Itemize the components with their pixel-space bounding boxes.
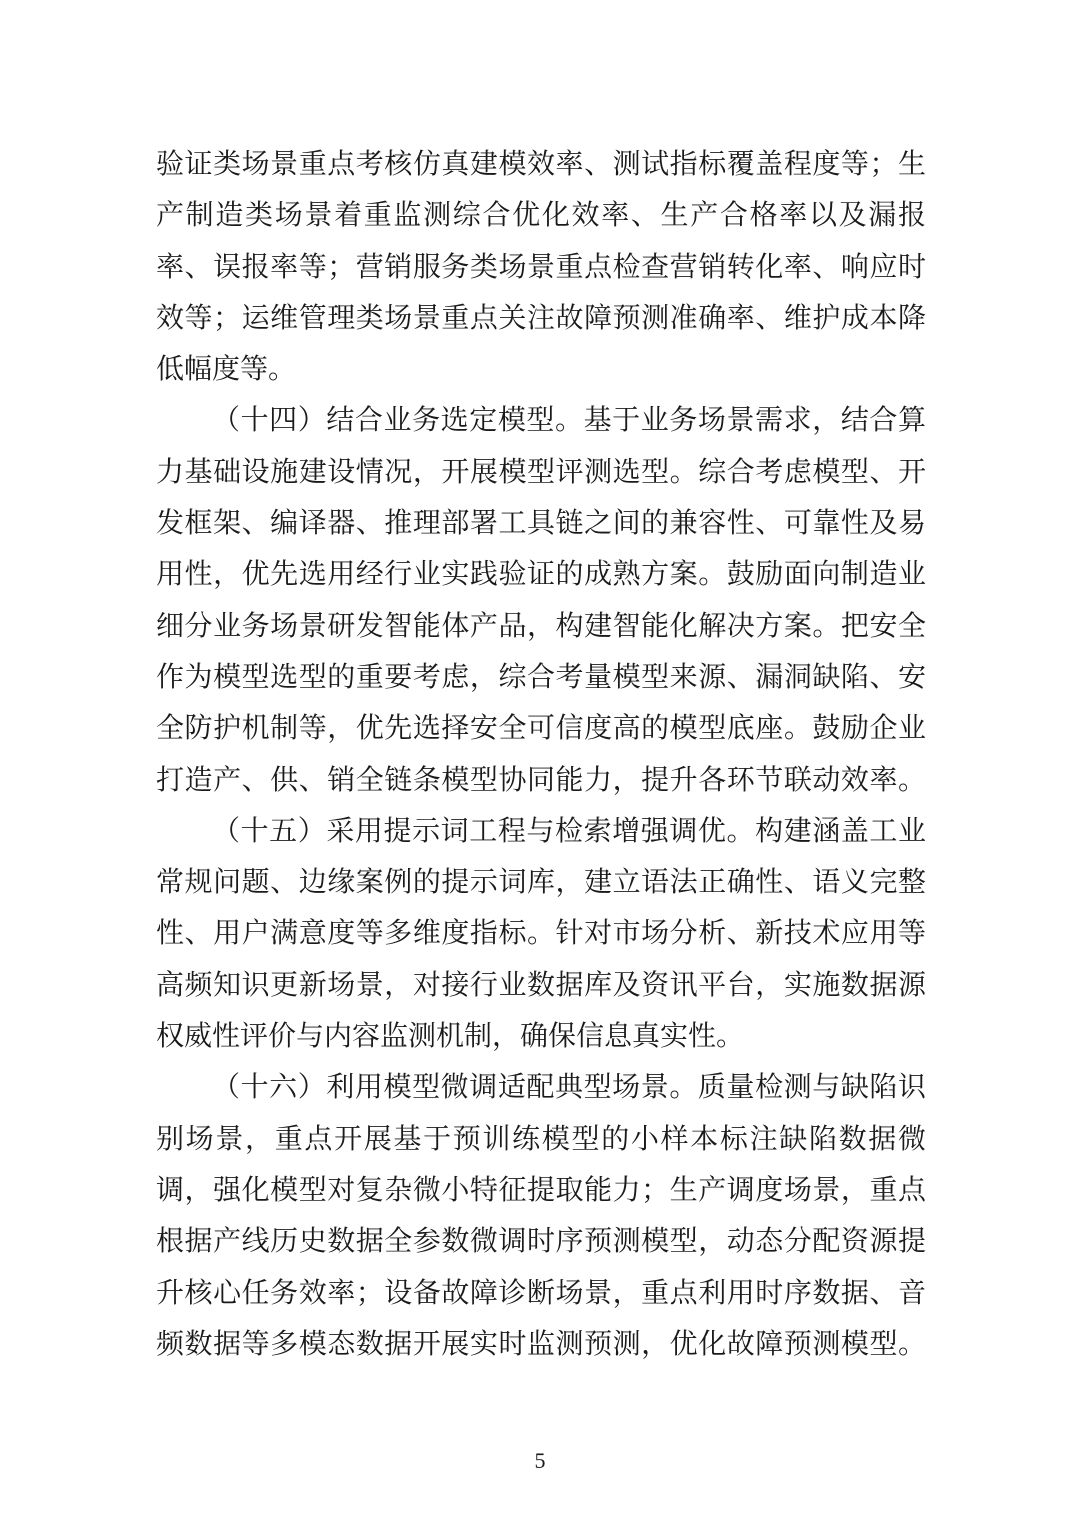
text-line: 细分业务场景研发智能体产品，构建智能化解决方案。把安全 <box>156 608 926 642</box>
text-line: （十五）采用提示词工程与检索增强调优。构建涵盖工业 <box>212 813 926 847</box>
body-text <box>156 138 926 1369</box>
text-line: 效等；运维管理类场景重点关注故障预测准确率、维护成本降 <box>156 300 926 334</box>
text-line: 打造产、供、销全链条模型协同能力，提升各环节联动效率。 <box>156 762 926 796</box>
text-line: 高频知识更新场景，对接行业数据库及资讯平台，实施数据源 <box>156 967 926 1001</box>
text-line: 常规问题、边缘案例的提示词库，建立语法正确性、语义完整 <box>156 865 926 899</box>
text-line: 频数据等多模态数据开展实时监测预测，优化故障预测模型。 <box>156 1326 926 1360</box>
text-line: 升核心任务效率；设备故障诊断场景，重点利用时序数据、音 <box>156 1275 926 1309</box>
text-line: 别场景，重点开展基于预训练模型的小样本标注缺陷数据微 <box>156 1121 926 1155</box>
text-line: 发框架、编译器、推理部署工具链之间的兼容性、可靠性及易 <box>156 506 926 540</box>
text-line: 调，强化模型对复杂微小特征提取能力；生产调度场景，重点 <box>156 1172 926 1206</box>
text-line: 率、误报率等；营销服务类场景重点检查营销转化率、响应时 <box>156 249 926 283</box>
text-line: 权威性评价与内容监测机制，确保信息真实性。 <box>156 1019 745 1053</box>
page-number: 5 <box>534 1448 546 1473</box>
text-line: 性、用户满意度等多维度指标。针对市场分析、新技术应用等 <box>156 916 926 950</box>
text-line: 力基础设施建设情况，开展模型评测选型。综合考虑模型、开 <box>156 454 926 488</box>
text-line: （十四）结合业务选定模型。基于业务场景需求，结合算 <box>212 403 926 437</box>
text-line: 产制造类场景着重监测综合优化效率、生产合格率以及漏报 <box>156 198 926 232</box>
text-line: （十六）利用模型微调适配典型场景。质量检测与缺陷识 <box>212 1070 926 1104</box>
text-line: 全防护机制等，优先选择安全可信度高的模型底座。鼓励企业 <box>156 711 926 745</box>
text-line: 作为模型选型的重要考虑，综合考量模型来源、漏洞缺陷、安 <box>156 659 926 693</box>
text-line: 用性，优先选用经行业实践验证的成熟方案。鼓励面向制造业 <box>156 557 926 591</box>
text-line: 低幅度等。 <box>156 352 297 386</box>
text-line: 验证类场景重点考核仿真建模效率、测试指标覆盖程度等；生 <box>156 147 926 180</box>
text-line: 根据产线历史数据全参数微调时序预测模型，动态分配资源提 <box>156 1224 926 1258</box>
